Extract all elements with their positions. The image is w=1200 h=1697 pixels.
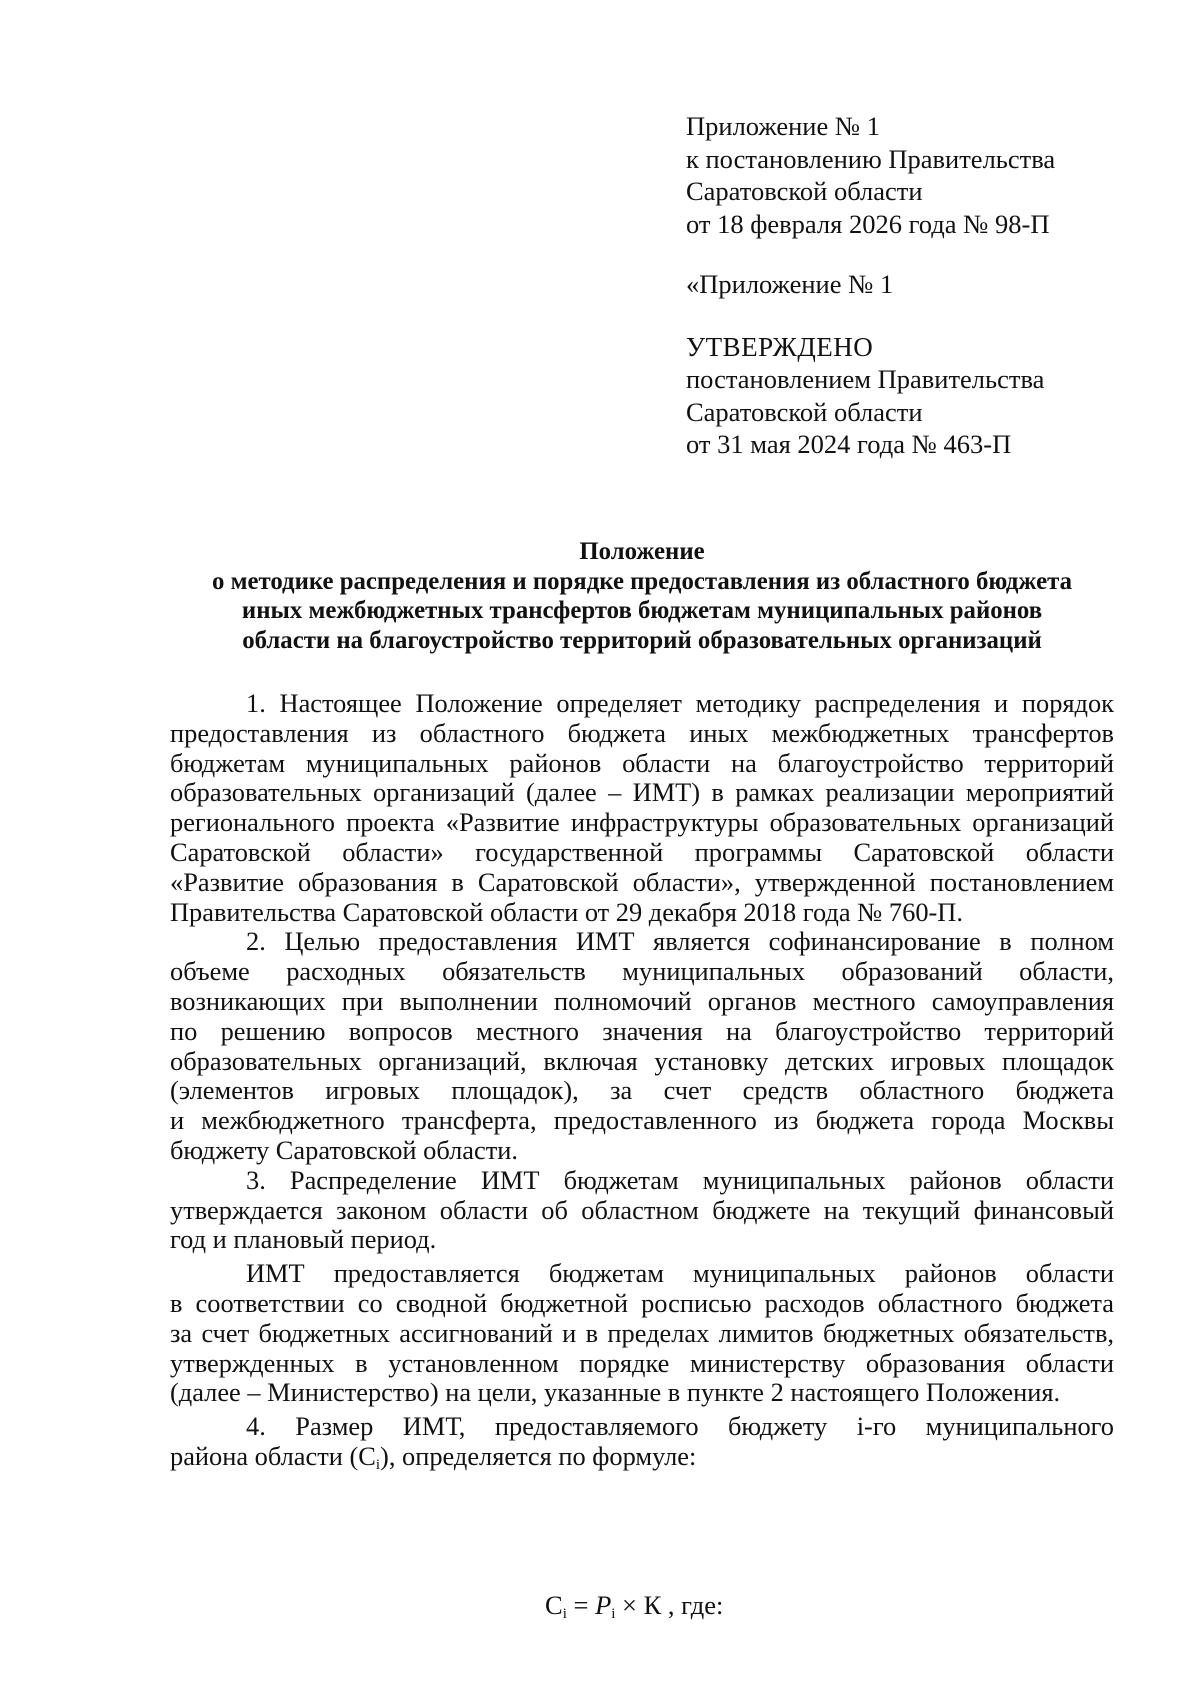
approval-header <box>686 110 1166 461</box>
paragraph-4-line: в соответствии со сводной бюджетной росписью расходов областного бюджета <box>170 1287 1114 1318</box>
paragraph-2-line: образовательных организаций, включая установку детских игровых площадок <box>170 1045 1114 1076</box>
paragraph-5-line: 4. Размер ИМТ, предоставляемого бюджету i-го муниципального <box>246 1411 1114 1442</box>
paragraph-2-line: возникающих при выполнении полномочий органов местного самоуправления <box>170 985 1114 1016</box>
formula-c: C <box>545 1590 563 1620</box>
header-line: Приложение № 1 <box>686 111 881 141</box>
paragraph-3-line: 3. Распределение ИМТ бюджетам муниципальных районов области <box>246 1164 1114 1195</box>
header-line: от 18 февраля 2026 года № 98-П <box>686 208 1050 239</box>
formula-p: P <box>595 1590 612 1620</box>
formula-sub: i <box>611 1606 616 1622</box>
title-line: иных межбюджетных трансфертов бюджетам муниципальных районов <box>241 597 1043 624</box>
title-line: области на благоустройство территорий образовательных организаций <box>242 626 1042 654</box>
paragraph-2-line: и межбюджетного трансферта, предоставленного из бюджета города Москвы <box>170 1105 1114 1136</box>
formula-rest: × К , где: <box>615 1590 724 1620</box>
paragraph-2-line: по решению вопросов местного значения на благоустройство территорий <box>170 1015 1114 1046</box>
document-body <box>170 689 1114 1481</box>
paragraph-3-line: год и плановый период. <box>170 1224 437 1255</box>
approved-line: Саратовской области <box>686 396 923 427</box>
header-line: Саратовской области <box>686 176 923 206</box>
paragraph-1-line: бюджетам муниципальных районов области на благоустройство территорий <box>170 747 1114 778</box>
paragraph-1-line: Саратовской области» государственной программы Саратовской области <box>170 836 1114 867</box>
title-heading: Положение <box>579 538 705 565</box>
paragraph-2-line: объеме расходных обязательств муниципальных образований области, <box>170 956 1114 987</box>
paragraph-2-line: бюджету Саратовской области. <box>170 1134 518 1165</box>
document-title <box>170 537 1114 655</box>
distribution-formula <box>545 1589 723 1630</box>
approved-label: УТВЕРЖДЕНО <box>686 331 874 362</box>
paragraph-1-line: Правительства Саратовской области от 29 декабря 2018 года № 760-П. <box>170 896 963 927</box>
title-line: о методике распределения и порядке предоставления из областного бюджета <box>212 567 1072 595</box>
annex-line: «Приложение № 1 <box>686 269 894 299</box>
paragraph-1-line: образовательных организаций (далее – ИМТ) в рамках реализации мероприятий <box>170 777 1114 808</box>
subscript-i: i <box>375 1456 381 1473</box>
paragraph-1-line: 1. Настоящее Положение определяет методику распределения и порядок <box>246 688 1114 718</box>
formula-sub: i <box>562 1606 567 1622</box>
paragraph-5-line <box>170 1442 1114 1481</box>
paragraph-1-line: регионального проекта «Развитие инфраструктуры образовательных организаций <box>170 807 1114 838</box>
paragraph-4-line: (далее – Министерство) на цели, указанные в пункте 2 настоящего Положения. <box>170 1377 1061 1408</box>
formula-eq: = <box>566 1590 596 1620</box>
paragraph-1-line: «Развитие образования в Саратовской области», утвержденной постановлением <box>170 866 1114 897</box>
paragraph-4-line: ИМТ предоставляется бюджетам муниципальных районов области <box>246 1258 1114 1289</box>
paragraph-1-line: предоставления из областного бюджета иных межбюджетных трансфертов <box>170 717 1114 748</box>
paragraph-4-line: за счет бюджетных ассигнований и в пределах лимитов бюджетных обязательств, <box>170 1317 1114 1348</box>
approved-line: постановлением Правительства <box>686 364 1045 394</box>
paragraph-4-line: утвержденных в установленном порядке министерству образования области <box>170 1347 1114 1378</box>
paragraph-5-text: ), определяется по формуле: <box>380 1440 697 1471</box>
paragraph-2-line: (элементов игровых площадок), за счет средств областного бюджета <box>170 1075 1114 1106</box>
approved-line: от 31 мая 2024 года № 463-П <box>686 429 1012 459</box>
paragraph-2-line: 2. Целью предоставления ИМТ является софинансирование в полном <box>246 926 1114 957</box>
paragraph-3-line: утверждается законом области об областном бюджете на текущий финансовый <box>170 1194 1114 1225</box>
paragraph-5-text: района области (C <box>170 1440 376 1471</box>
header-line: к постановлению Правительства <box>686 143 1056 174</box>
